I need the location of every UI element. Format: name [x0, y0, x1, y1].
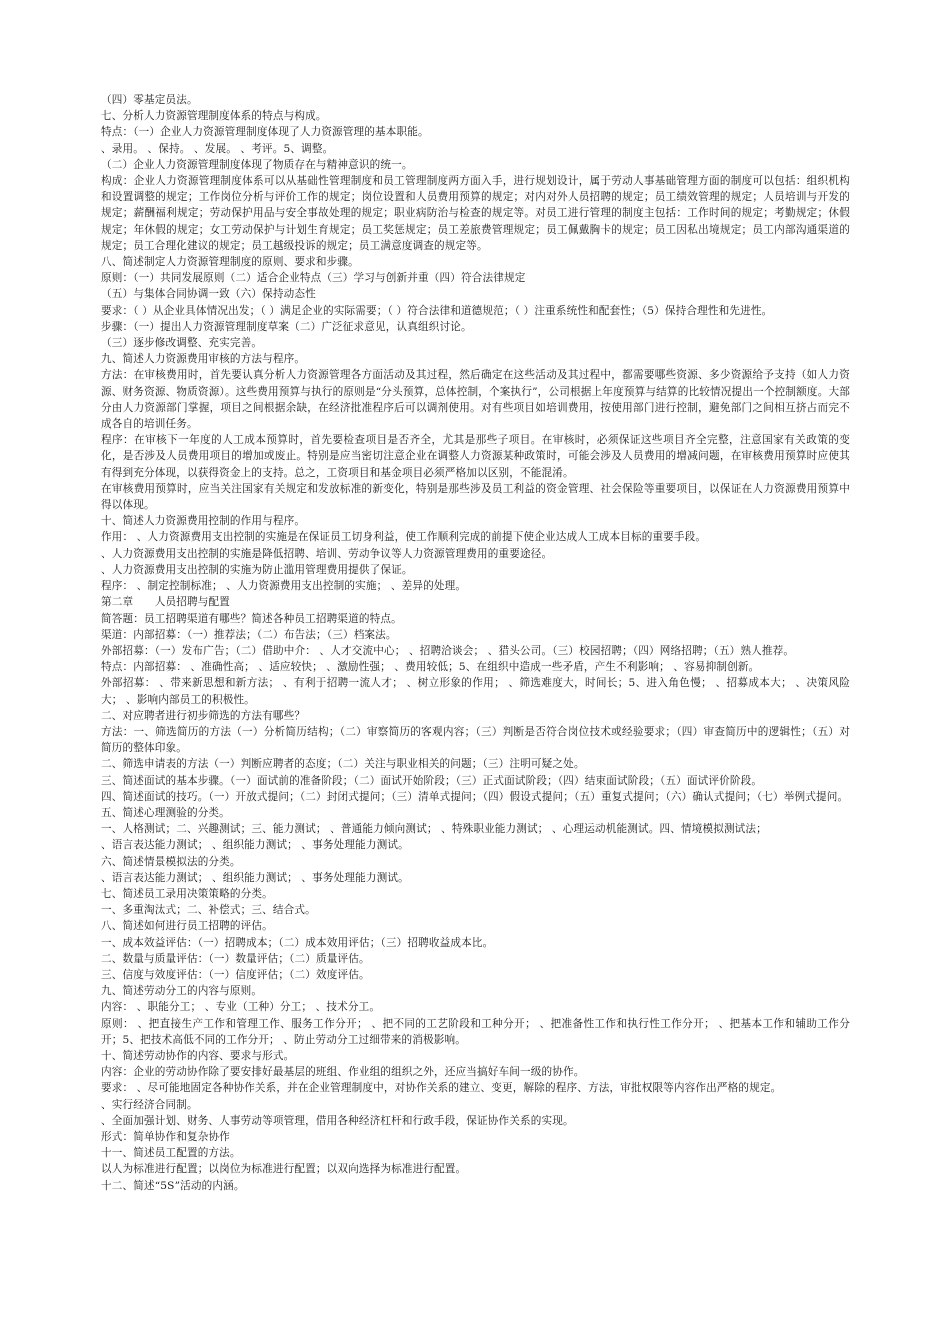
text-paragraph: 外部招募： 、带来新思想和新方法； 、有利于招聘一流人才； 、树立形象的作用； 、筛选难度大，时间长；5、进入角色慢； 、招募成本大； 、决策风险大； 、影响内部员工的积极性。 [101, 677, 850, 706]
section-heading: 二、对应聘者进行初步筛选的方法有哪些？ [101, 709, 306, 722]
text-line: 内容： 、职能分工； 、专业（工种）分工； 、技术分工。 [101, 1001, 381, 1014]
section-heading: 七、简述员工录用决策策略的分类。 [101, 887, 273, 900]
section-heading: 八、简述如何进行员工招聘的评估。 [101, 920, 273, 933]
text-line: 特点：内部招募： 、准确性高； 、适应较快； 、激励性强； 、费用较低；5、在组织中造成一些矛盾，产生不利影响； 、容易抑制创新。 [101, 661, 760, 674]
text-paragraph: 原则： 、把直接生产工作和管理工作、服务工作分开； 、把不同的工艺阶段和工种分开； 、把准备性工作和执行性工作分开； 、把基本工作和辅助工作分开；5、把技术高低不同的工作分开； 、防止劳动分工过细带来的消极影响。 [101, 1017, 850, 1046]
section-heading: 十、简述人力资源费用控制的作用与程序。 [101, 515, 306, 528]
section-heading: 十、简述劳动协作的内容、要求与形式。 [101, 1049, 295, 1062]
text-line: 原则：（一）共同发展原则（二）适合企业特点（三）学习与创新并重（四）符合法律规定 [101, 272, 526, 285]
text-paragraph: 四、简述面试的技巧。（一）开放式提问；（二）封闭式提问；（三）清单式提问；（四）假设式提问；（五）重复式提问；（六）确认式提问；（七）举例式提问。 [101, 790, 849, 803]
section-heading: 六、简述情景模拟法的分类。 [101, 855, 241, 868]
text-line: （四）零基定员法。 [101, 94, 198, 106]
text-line: 、录用。 、保持。 、发展。 、考评。5、调整。 [101, 142, 334, 155]
text-line: （二）企业人力资源管理制度体现了物质存在与精神意识的统一。 [101, 158, 413, 171]
text-paragraph: 方法：一、筛选简历的方法（一）分析简历结构；（二）审察简历的客观内容；（三）判断是否符合岗位技术或经验要求；（四）审查简历中的逻辑性；（五）对简历的整体印象。 [101, 725, 850, 755]
chapter-heading: 第二章 人员招聘与配置 [101, 596, 230, 609]
text-paragraph: 构成：企业人力资源管理制度体系可以从基础性管理制度和员工管理制度两方面入手，进行规划设计，属于劳动人事基础管理方面的制度可以包括：组织机构和设置调整的规定；工作岗位分析与评价工作的规定；岗位设置和人员费用预算的规定；对内对外人员招聘的规定；员工绩效管理的规定；人员培训与开发的规定；薪酬福利规定；劳动保护用品与安全事故处理的规定；职业病防治与检查的规定等。对员工进行管理的制度主包括：工作时间的规定；考勤规定；休假规定；年休假的规定；女工劳动保护与计划生育规定；员工奖惩规定；员工差旅费管理规定；员工佩戴胸卡的规定；员工因私出境规定；员工内部沟通渠道的规定；员工合理化建议的规定；员工越级投诉的规定；员工满意度调查的规定等。 [101, 175, 850, 252]
document-body [101, 92, 850, 1194]
text-line: 形式：简单协作和复杂协作 [101, 1131, 230, 1143]
text-line: 、人力资源费用支出控制的实施是降低招聘、培训、劳动争议等人力资源管理费用的重要途径。 [101, 547, 553, 560]
text-paragraph: 外部招募：（一）发布广告；（二）借助中介： 、人才交流中心； 、招聘洽谈会； 、猎头公司。（三）校园招聘；（四）网络招聘；（五）熟人推荐。 [101, 644, 795, 657]
section-heading: 三、简述面试的基本步骤。（一）面试前的准备阶段；（二）面试开始阶段；（三）正式面试阶段；（四）结束面试阶段；（五）面试评价阶段。 [101, 774, 763, 787]
text-paragraph: 在审核费用预算时，应当关注国家有关规定和发放标准的新变化，特别是那些涉及员工利益的资金管理、社会保险等重要项目，以保证在人力资源费用预算中得以体现。 [101, 482, 850, 512]
text-paragraph: 要求： 、尽可能地固定各种协作关系，并在企业管理制度中，对协作关系的建立、变更，解除的程序、方法，审批权限等内容作出严格的规定。 [101, 1082, 782, 1095]
text-paragraph: 要求：（ ）从企业具体情况出发；（ ）满足企业的实际需要；（ ）符合法律和道德规范；（ ）注重系统性和配套性；（5）保持合理性和先进性。 [101, 304, 773, 317]
text-line: 内容：企业的劳动协作除了要安排好最基层的班组、作业组的组织之外，还应当搞好车间一级的协作。 [101, 1066, 585, 1079]
text-line: 一、成本效益评估：（一）招聘成本；（二）成本效用评估；（三）招聘收益成本比。 [101, 936, 494, 949]
text-line: 程序： 、制定控制标准； 、人力资源费用支出控制的实施； 、差异的处理。 [101, 580, 467, 593]
text-line: 二、筛选申请表的方法（一）判断应聘者的态度；（二）关注与职业相关的问题；（三）注明可疑之处。 [101, 758, 585, 771]
text-line: 二、数量与质量评估：（一）数量评估；（二）质量评估。 [101, 952, 370, 965]
text-line: （五）与集体合同协调一致（六）保持动态性 [101, 288, 316, 301]
section-heading: 九、简述人力资源费用审核的方法与程序。 [101, 353, 306, 366]
text-line: 一、人格测试；二、兴趣测试；三、能力测试； 、普通能力倾向测试； 、特殊职业能力测试； 、心理运动机能测试。四、情境模拟测试法； [101, 823, 767, 836]
section-heading: 七、分析人力资源管理制度体系的特点与构成。 [101, 110, 327, 123]
text-line: 、语言表达能力测试； 、组织能力测试； 、事务处理能力测试。 [101, 839, 409, 852]
text-line: 以人为标准进行配置；以岗位为标准进行配置；以双向选择为标准进行配置。 [101, 1163, 467, 1176]
text-paragraph: 程序：在审核下一年度的人工成本预算时，首先要检查项目是否齐全，尤其是那些子项目。在审核时，必须保证这些项目齐全完整，注意国家有关政策的变化，是否涉及人员费用项目的增加或废止。特别是应当密切注意企业在调整人力资源某种政策时，可能会涉及人员费用的增减问题，在审核费用预算时应使其有得到充分体现，以获得资金上的支持。总之，工资项目和基金项目必须严格加以区别，不能混淆。 [101, 434, 850, 479]
text-line: 简答题：员工招聘渠道有哪些？简述各种员工招聘渠道的特点。 [101, 612, 402, 625]
section-heading: 九、简述劳动分工的内容与原则。 [101, 985, 263, 998]
text-line: 步骤：（一）提出人力资源管理制度草案（二）广泛征求意见，认真组织讨论。 [101, 320, 472, 333]
text-line: 渠道：内部招募：（一）推荐法；（二）布告法；（三）档案法。 [101, 628, 397, 641]
text-line: 、实行经济合同制。 [101, 1098, 198, 1111]
text-paragraph: 方法：在审核费用时，首先要认真分析人力资源管理各方面活动及其过程，然后确定在这些活动及其过程中，都需要哪些资源、多少资源给予支持（如人力资源、财务资源、物质资源）。这些费用预算与执行的原则是“分头预算，总体控制，个案执行”，公司根据上年度预算与结算的比较情况提出一个控制额度。大部分由人力资源部门掌握，项目之间根据余缺，在经济批准程序后可以调剂使用。对有些项目如培训费用，按使用部门进行控制，避免部门之间相互挤占而完不成各自的培训任务。 [101, 369, 850, 431]
section-heading: 八、简述制定人力资源管理制度的原则、要求和步骤。 [101, 256, 359, 269]
section-heading: 五、简述心理测验的分类。 [101, 806, 230, 819]
text-line: 、语言表达能力测试； 、组织能力测试； 、事务处理能力测试。 [101, 871, 409, 884]
text-line: （三）逐步修改调整、充实完善。 [101, 337, 263, 350]
text-line: 特点：（一）企业人力资源管理制度体现了人力资源管理的基本职能。 [101, 126, 429, 139]
text-line: 作用： 、人力资源费用支出控制的实施是在保证员工切身利益，使工作顺利完成的前提下使企业达成人工成本目标的重要手段。 [101, 531, 707, 544]
text-line: 、全面加强计划、财务、人事劳动等项管理，借用各种经济杠杆和行政手段，保证协作关系的实现。 [101, 1114, 574, 1127]
text-line: 、人力资源费用支出控制的实施为防止滥用管理费用提供了保证。 [101, 563, 413, 576]
section-heading: 十二、简述“5S”活动的内涵。 [101, 1179, 245, 1192]
text-line: 一、多重淘汰式；二、补偿式；三、结合式。 [101, 904, 316, 917]
section-heading: 十一、简述员工配置的方法。 [101, 1147, 241, 1160]
text-line: 三、信度与效度评估：（一）信度评估；（二）效度评估。 [101, 968, 370, 981]
